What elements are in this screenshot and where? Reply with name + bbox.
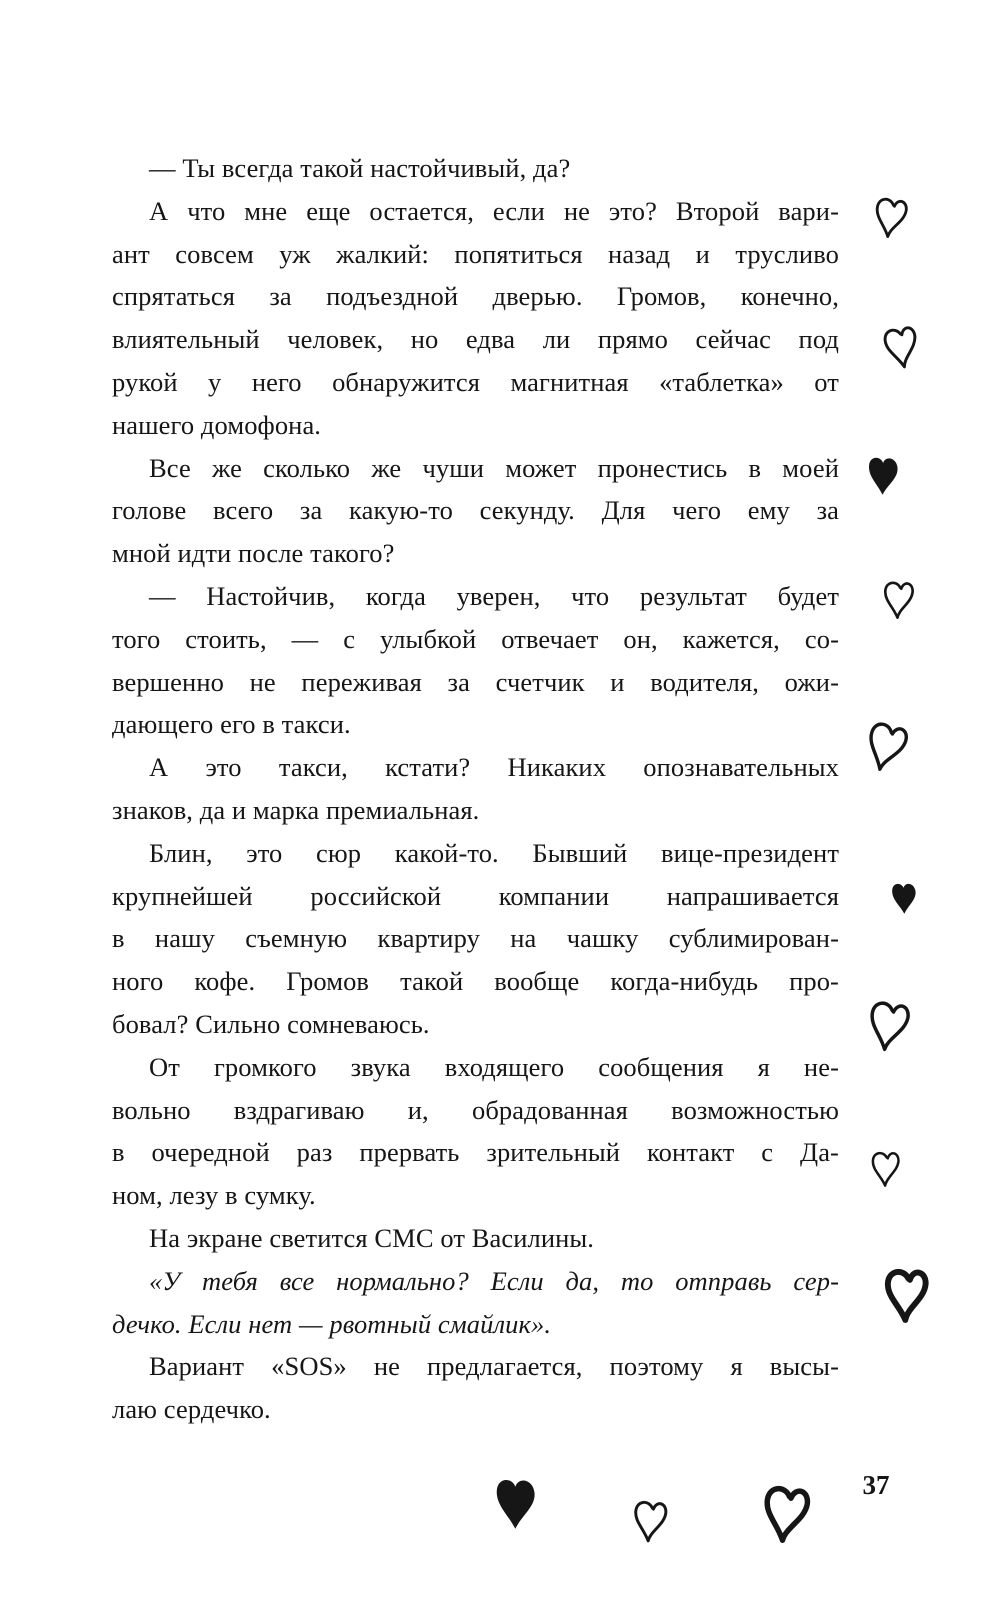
text-line: дающего его в такси. (112, 709, 351, 740)
text-line: вершенно не переживая за счетчик и водителя, ожи- (112, 666, 839, 697)
text-line: — Настойчив, когда уверен, что результат будет (149, 580, 839, 611)
heart-outline-icon (882, 576, 916, 623)
page-number: 37 (862, 1470, 890, 1500)
heart-outline-icon (881, 1265, 932, 1326)
text-line: А это такси, кстати? Никаких опознавательных (149, 752, 839, 783)
text-line: бовал? Сильно сомневаюсь. (112, 1008, 430, 1039)
heart-outline-icon (869, 1148, 904, 1190)
text-line: вольно вздрагиваю и, обрадованная возможностью (112, 1094, 839, 1125)
heart-filled-icon (886, 879, 921, 919)
text-line: рукой у него обнаружится магнитная «таблетка» от (112, 366, 839, 397)
heart-filled-icon (865, 448, 901, 503)
heart-outline-icon (762, 1477, 812, 1552)
text-line: знаков, да и марка премиальная. (112, 794, 480, 825)
heart-outline-icon (877, 320, 927, 375)
text-line: ном, лезу в сумку. (112, 1180, 316, 1211)
text-line: нашего домофона. (112, 409, 322, 440)
text-line: голове всего за какую-то секунду. Для чего ему за (112, 495, 839, 526)
text-line: мной идти после такого? (112, 538, 395, 569)
text-line: ного кофе. Громов такой вообще когда-нибудь про- (112, 966, 839, 997)
text-line: крупнейшей российской компании напрашивается (112, 880, 839, 911)
text-line: Вариант «SOS» не предлагается, поэтому я высы- (149, 1351, 839, 1382)
text-line: дечко. Если нет — рвотный смайлик». (112, 1308, 552, 1339)
text-line: ант совсем уж жалкий: попятиться назад и трусливо (112, 238, 839, 269)
text-line: в нашу съемную квартиру на чашку сублимирован- (112, 923, 839, 954)
heart-filled-icon (490, 1473, 540, 1535)
text-line: спрятаться за подъездной дверью. Громов, конечно, (112, 281, 839, 312)
text-line: От громкого звука входящего сообщения я не- (149, 1051, 839, 1082)
text-line: лаю сердечко. (112, 1394, 271, 1425)
text-line: «У тебя все нормально? Если да, то отправь сер- (149, 1265, 839, 1296)
text-line: На экране светится СМС от Василины. (149, 1222, 595, 1253)
heart-outline-icon (866, 997, 912, 1057)
text-line: в очередной раз прервать зрительный контакт с Да- (112, 1137, 839, 1168)
text-line: Все же сколько же чуши может пронестись в моей (149, 452, 839, 483)
text-line: влиятельный человек, но едва ли прямо сейчас под (112, 324, 839, 355)
text-line: Блин, это сюр какой-то. Бывший вице-президент (149, 837, 839, 868)
heart-outline-icon (861, 715, 912, 780)
text-line: А что мне еще остается, если не это? Второй вари- (149, 195, 839, 226)
heart-outline-icon (632, 1498, 669, 1545)
text-line: того стоить, — с улыбкой отвечает он, кажется, со- (112, 623, 839, 654)
heart-outline-icon (872, 187, 909, 249)
text-line: — Ты всегда такой настойчивый, да? (149, 153, 571, 183)
